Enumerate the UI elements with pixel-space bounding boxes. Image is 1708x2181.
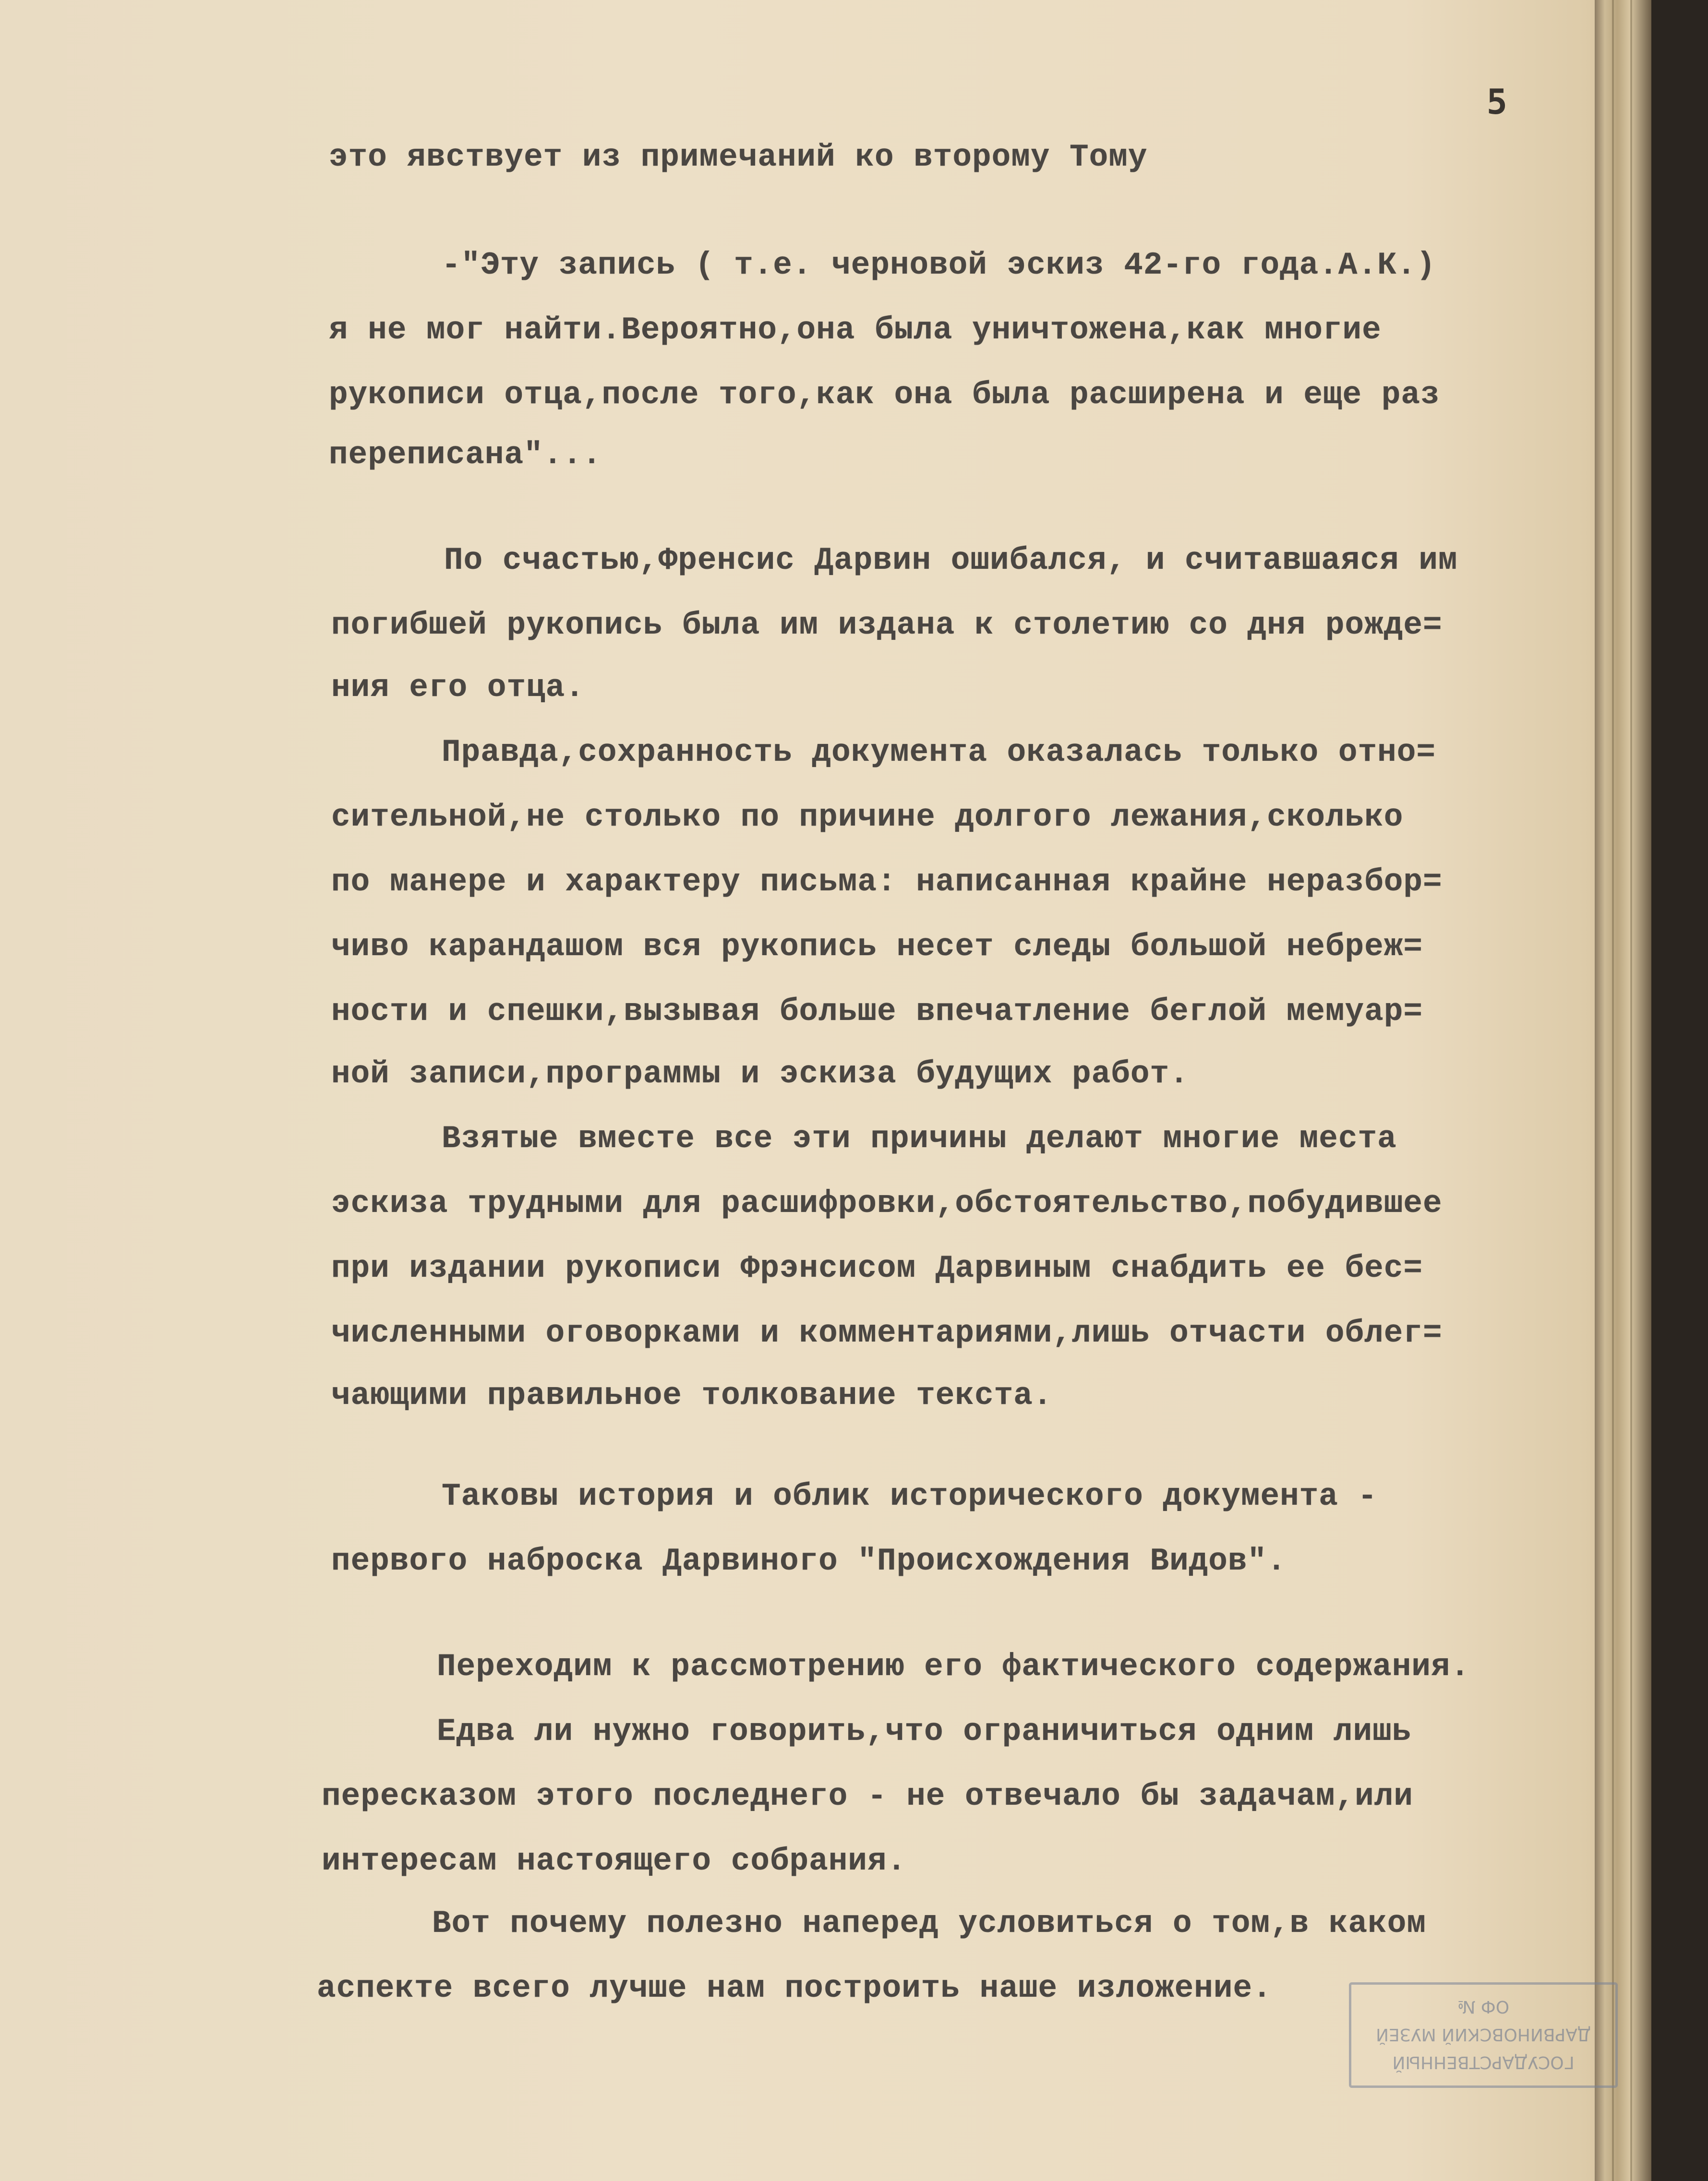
text-line: ния его отца. [331, 670, 585, 706]
text-line: эскиза трудными для расшифровки,обстоятельство,побудившее [331, 1186, 1443, 1222]
text-line: Едва ли нужно говорить,что ограничиться одним лишь [437, 1714, 1412, 1750]
archive-stamp [1349, 1982, 1618, 2088]
text-line: Таковы история и облик исторического документа - [442, 1478, 1378, 1514]
stamp-line: ДАРВИНОВСКИЙ МУЗЕЙ [1376, 2025, 1591, 2044]
text-line: ной записи,программы и эскиза будущих работ. [331, 1056, 1189, 1092]
text-line: интересам настоящего собрания. [322, 1843, 907, 1879]
text-line: Взятые вместе все эти причины делают многие места [442, 1121, 1397, 1157]
text-line: -"Эту запись ( т.е. черновой эскиз 42-го года.А.К.) [442, 247, 1436, 283]
text-line: Правда,сохранность документа оказалась только отно= [442, 734, 1436, 770]
text-line: Вот почему полезно наперед условиться о том,в каком [432, 1905, 1426, 1941]
text-line: это явствует из примечаний ко второму Тому [329, 139, 1148, 175]
text-line: по манере и характеру письма: написанная крайне неразбор= [331, 864, 1443, 900]
page-stack-line [1630, 0, 1632, 2181]
text-line: ности и спешки,вызывая больше впечатление беглой мемуар= [331, 994, 1423, 1030]
text-line: переписана"... [329, 437, 602, 473]
stamp-line: ОФ № [1457, 1997, 1510, 2016]
text-line: По счастью,Френсис Дарвин ошибался, и считавшаяся им [444, 542, 1458, 578]
text-line: сительной,не столько по причине долгого лежания,сколько [331, 799, 1404, 835]
text-line: численными оговорками и комментариями,лишь отчасти облег= [331, 1315, 1443, 1351]
text-line: рукописи отца,после того,как она была расширена и еще раз [329, 377, 1440, 413]
text-line: Переходим к рассмотрению его фактического содержания. [437, 1649, 1470, 1685]
text-line: чающими правильное толкование текста. [331, 1378, 1053, 1414]
text-line: при издании рукописи Фрэнсисом Дарвиным снабдить ее бес= [331, 1250, 1423, 1286]
text-line: чиво карандашом вся рукопись несет следы большой небреж= [331, 929, 1423, 965]
stamp-line: ГОСУДАРСТВЕННЫЙ [1392, 2052, 1575, 2072]
text-line: погибшей рукопись была им издана к столетию со дня рожде= [331, 607, 1443, 643]
page-number: 5 [1486, 82, 1507, 122]
text-line: я не мог найти.Вероятно,она была уничтожена,как многие [329, 312, 1382, 348]
text-line: пересказом этого последнего - не отвечало бы задачам,или [322, 1778, 1413, 1814]
page-stack-edge [1595, 0, 1651, 2181]
page-stack-line [1612, 0, 1614, 2181]
text-line: первого наброска Дарвиного "Происхождения Видов". [331, 1543, 1287, 1579]
text-line: аспекте всего лучше нам построить наше изложение. [317, 1970, 1272, 2006]
